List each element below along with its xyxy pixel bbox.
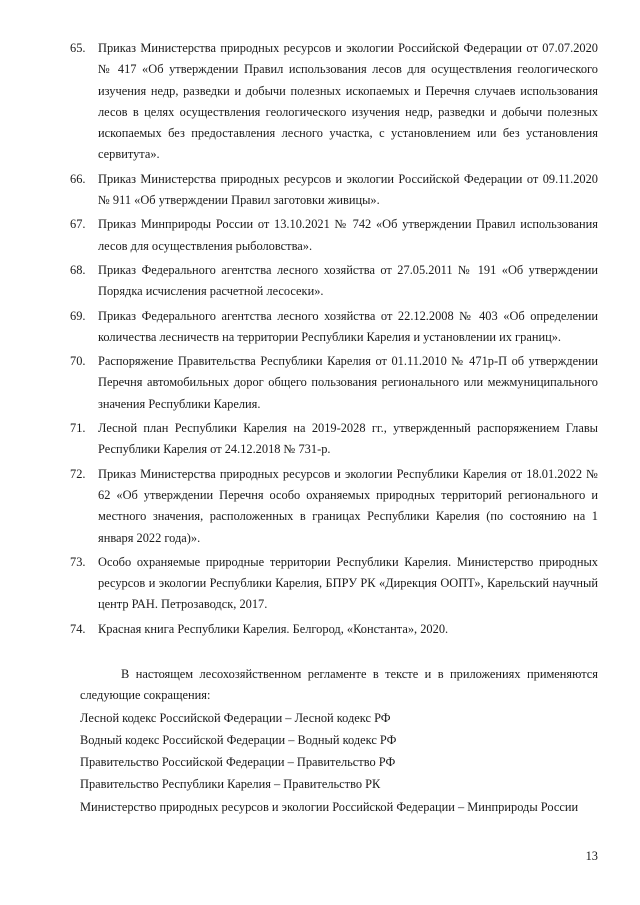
page-number: 13 <box>585 849 598 863</box>
reference-text: Приказ Федерального агентства лесного хозяйства от 27.05.2011 № 191 «Об утверждении Порядка исчисления расчетной лесосеки». <box>98 262 598 299</box>
reference-number: 65. <box>70 41 86 55</box>
reference-text: Лесной план Республики Карелия на 2019-2028 гг., утвержденный распоряжением Главы Республики Карелия от 24.12.2018 № 731-р. <box>98 421 598 457</box>
reference-item <box>70 38 598 166</box>
reference-number: 68. <box>70 262 86 277</box>
reference-text: Приказ Минприроды России от 13.10.2021 № 742 «Об утверждении Правил использования лесов для осуществления рыболовства». <box>98 217 598 253</box>
reference-list <box>70 38 598 643</box>
reference-number: 73. <box>70 554 86 569</box>
reference-number: 74. <box>70 621 86 636</box>
reference-number: 69. <box>70 308 86 323</box>
reference-item <box>70 260 598 303</box>
reference-item <box>70 306 598 349</box>
reference-text: Приказ Министерства природных ресурсов и экологии Российской Федерации от 09.11.2020 № 911 «Об утверждении Правил заготовки живицы». <box>98 171 598 208</box>
abbreviation-line: Водный кодекс Российской Федерации – Водный кодекс РФ <box>80 732 397 747</box>
abbreviation-line: Лесной кодекс Российской Федерации – Лесной кодекс РФ <box>80 710 391 725</box>
reference-item <box>70 214 598 257</box>
reference-number: 70. <box>70 354 86 369</box>
abbreviations-section <box>80 664 598 819</box>
abbreviations-intro: В настоящем лесохозяйственном регламенте в тексте и в приложениях применяются следующие сокращения: <box>80 667 598 703</box>
reference-number: 66. <box>70 171 86 186</box>
reference-number: 71. <box>70 421 86 436</box>
reference-text: Особо охраняемые природные территории Республики Карелия. Министерство природных ресурсов и экологии Республики Карелия, БПРУ РК «Дирекция ООПТ», Карельский научный центр РАН. Петрозаводск, 2017. <box>98 554 598 612</box>
abbreviation-line: Правительство Республики Карелия – Правительство РК <box>80 777 381 792</box>
reference-number: 67. <box>70 217 86 232</box>
reference-item <box>70 351 598 415</box>
reference-text: Красная книга Республики Карелия. Белгород, «Константа», 2020. <box>98 621 449 636</box>
abbreviation-line: Правительство Российской Федерации – Правительство РФ <box>80 755 396 770</box>
reference-text: Приказ Федерального агентства лесного хозяйства от 22.12.2008 № 403 «Об определении количества лесничеств на территории Республики Карелия и установлении их границ». <box>98 308 598 344</box>
reference-text: Приказ Министерства природных ресурсов и экологии Российской Федерации от 07.07.2020 № 417 «Об утверждении Правил использования лесов для осуществления геологического изучения недр, разведки и добычи полезных ископаемых и Перечня случаев использования лесов в целях осуществления геологического изучения недр, разведки и добычи полезных ископаемых без предоставления лесного участка, с установлением или без установления сервитута». <box>98 41 598 162</box>
reference-item <box>70 619 598 640</box>
reference-item <box>70 552 598 616</box>
reference-item <box>70 418 598 461</box>
reference-item <box>70 464 598 549</box>
reference-number: 72. <box>70 466 86 481</box>
abbreviation-line: Министерство природных ресурсов и экологии Российской Федерации – Минприроды России <box>80 799 579 814</box>
reference-item <box>70 169 598 212</box>
reference-text: Приказ Министерства природных ресурсов и экологии Республики Карелия от 18.01.2022 № 62 «Об утверждении Перечня особо охраняемых природных территорий регионального и местного значения, расположенных в границах Республики Карелия (по состоянию на 1 января 2022 года)». <box>98 466 598 545</box>
reference-text: Распоряжение Правительства Республики Карелия от 01.11.2010 № 471р-П об утверждении Перечня автомобильных дорог общего пользования регионального или межмуниципального значения Республики Карелия. <box>98 354 598 411</box>
